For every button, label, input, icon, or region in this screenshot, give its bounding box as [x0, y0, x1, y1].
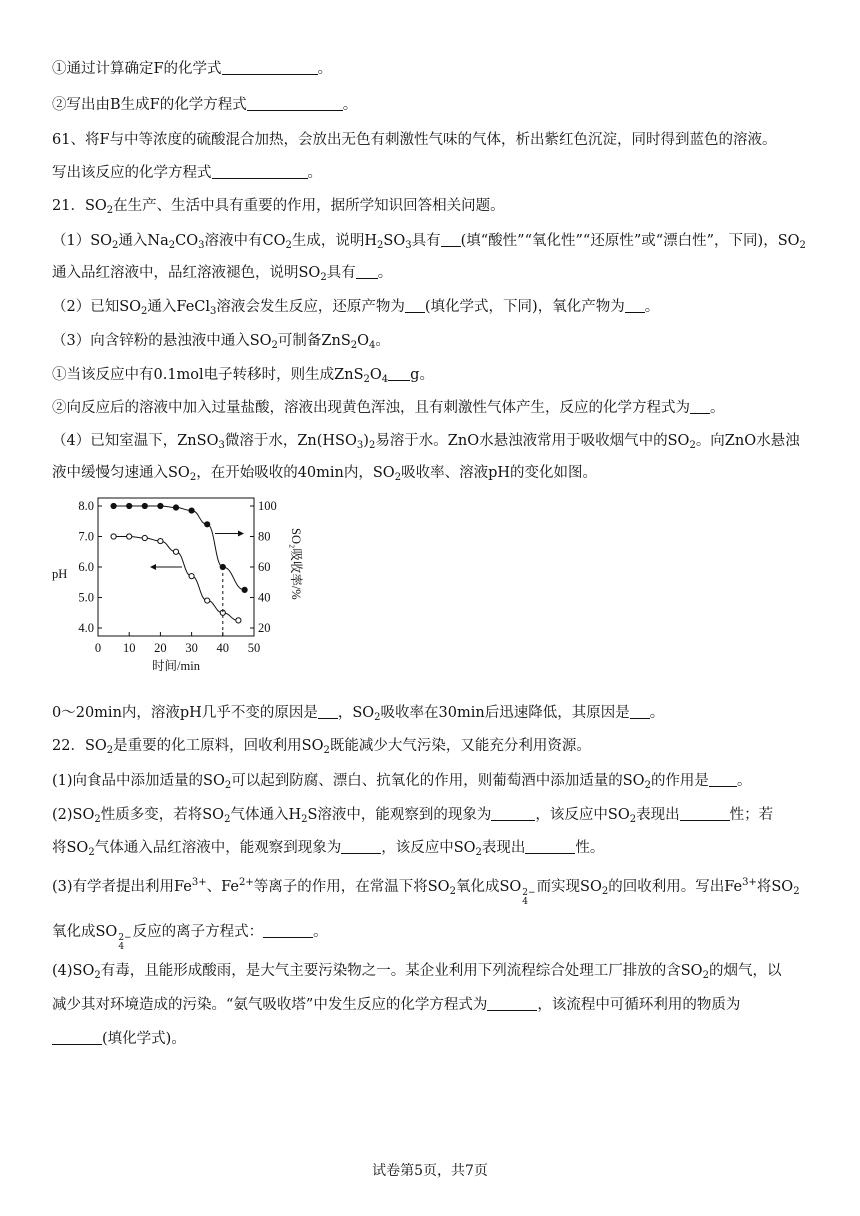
- right-arrow-head: [238, 530, 244, 536]
- question-22-part4-cont2: (填化学式)。: [52, 1029, 186, 1049]
- absorption-point: [173, 505, 178, 510]
- x-axis-label: 时间/min: [152, 659, 200, 673]
- question-22-part4-cont: 减少其对环境造成的污染。“氨气吸收塔”中发生反应的化学方程式为 ，该流程中可循环利用的物质为: [52, 997, 741, 1013]
- question-21-part1-cont: 通入品红溶液中，品红溶液褪色，说明$SO_2$具有 。: [52, 265, 393, 283]
- question-21-part3: （3）向含锌粉的悬浊液中通入$SO_2$可制备$ZnS_2O_4$。: [52, 333, 390, 351]
- left-tick-label: 7.0: [78, 529, 94, 544]
- absorption-point: [142, 503, 147, 508]
- question-21-title: 21．$SO_2$在生产、生活中具有重要的作用，据所学知识回答相关问题。: [52, 198, 505, 216]
- left-tick-label: 6.0: [78, 560, 94, 574]
- left-tick-label: 4.0: [78, 621, 94, 635]
- x-tick-label: 10: [122, 641, 136, 655]
- question-line-2: ②写出由B生成F的化学方程式 。: [52, 97, 358, 113]
- right-tick-label: 80: [258, 529, 271, 544]
- x-tick-label: 0: [94, 641, 102, 655]
- question-22-part4: $(4)SO_2$有毒，且能形成酸雨，是大气主要污染物之一。某企业利用下列流程综合处理工厂排放的含$SO_2$的烟气，以: [52, 963, 782, 981]
- absorption-point: [189, 508, 194, 513]
- ph-point: [111, 534, 116, 539]
- right-tick-label: 100: [258, 499, 277, 513]
- absorption-point: [111, 503, 116, 508]
- right-axis-label: SO₂吸收率/%: [289, 528, 303, 600]
- absorption-curve: [114, 506, 245, 590]
- ph-point: [189, 574, 194, 579]
- right-tick-label: 40: [258, 590, 271, 605]
- ph-point: [158, 538, 163, 543]
- x-tick-label: 50: [247, 641, 261, 655]
- x-tick-label: 40: [216, 641, 230, 655]
- question-22-title: 22．$SO_2$是重要的化工原料，回收利用$SO_2$既能减少大气污染，又能充分利用资源。: [52, 738, 591, 756]
- question-21-part2: （2）已知$SO_2$通入FeCl$_3$溶液会发生反应，还原产物为 (填化学式，下同)，氧化产物为 。: [52, 299, 660, 317]
- question-21-part1: $(1)SO_2$通入$Na_2CO_3$溶液中有$CO_2$生成，说明$H_2SO_3$具有 (填“酸性”“氧化性”“还原性”或“漂白性”，下同)，$SO_2$: [52, 233, 806, 251]
- question-21-part4: （4）已知室温下，ZnSO$_3$微溶于水，$Zn(HSO_3)_2$易溶于水。ZnO水悬浊液常用于吸收烟气中的$SO_2$。向ZnO水悬浊: [52, 433, 800, 451]
- ph-point: [236, 618, 241, 623]
- question-21-chart-question: 0～20min内，溶液pH几乎不变的原因是 ，$SO_2$吸收率在30min后迅速降低，其原因是 。: [52, 705, 665, 723]
- page-footer: 试卷第5页，共7页: [372, 1163, 488, 1179]
- question-22-part3: (3)有学者提出利用$Fe^{3+}$、$Fe^{2+}$等离子的作用，在常温下将$SO_2$氧化成SO 2− 4 而实现$SO_2$的回收利用。写出$Fe^{3+}$将$SO_2$: [52, 877, 800, 907]
- right-tick-label: 60: [258, 560, 271, 574]
- question-22-part2-cont: 将$SO_2$气体通入品红溶液中，能观察到现象为 ，该反应中$SO_2$表现出 性。: [52, 840, 605, 858]
- ph-point: [142, 535, 147, 540]
- left-tick-label: 5.0: [78, 590, 94, 605]
- question-21-part3-2: ②向反应后的溶液中加入过量盐酸，溶液出现黄色浑浊，且有刺激性气体产生，反应的化学方程式为 。: [52, 400, 725, 416]
- left-tick-label: 8.0: [78, 499, 94, 513]
- x-tick-label: 30: [185, 641, 198, 655]
- x-tick-label: 20: [154, 641, 167, 655]
- left-arrow-head: [150, 564, 156, 570]
- question-22-part2: $(2)SO_2$性质多变，若将$SO_2$气体通入$H_2S$溶液中，能观察到的现象为 ，该反应中$SO_2$表现出 性；若: [52, 807, 774, 825]
- ph-absorption-chart: [50, 488, 310, 693]
- right-tick-label: 20: [258, 621, 271, 635]
- absorption-point: [158, 503, 163, 508]
- question-61-cont: 写出该反应的化学方程式 。: [52, 165, 322, 181]
- question-21-part3-1: ①当该反应中有0.1mol电子转移时，则生成$ZnS_2O_4$ g。: [52, 367, 434, 385]
- ph-point: [127, 534, 132, 539]
- ph-point: [173, 549, 178, 554]
- question-line-1: ①通过计算确定F的化学式 。: [52, 61, 333, 77]
- question-22-part3-cont: 氧化成SO 2− 4 反应的离子方程式： 。: [52, 924, 328, 952]
- question-21-part4-cont: 液中缓慢匀速通入$SO_2$，在开始吸收的40min内，$SO_2$吸收率、溶液pH的变化如图。: [52, 465, 598, 483]
- question-61: 61、将F与中等浓度的硫酸混合加热，会放出无色有刺激性气味的气体，析出紫红色沉淀，同时得到蓝色的溶液。: [52, 132, 777, 148]
- absorption-point: [242, 587, 247, 592]
- ph-point: [205, 598, 210, 603]
- absorption-point: [205, 522, 210, 527]
- question-22-part1: (1)向食品中添加适量的$SO_2$可以起到防腐、漂白、抗氧化的作用，则葡萄酒中添加适量的$SO_2$的作用是 。: [52, 773, 752, 791]
- absorption-point: [127, 503, 132, 508]
- left-axis-label: pH: [52, 567, 68, 581]
